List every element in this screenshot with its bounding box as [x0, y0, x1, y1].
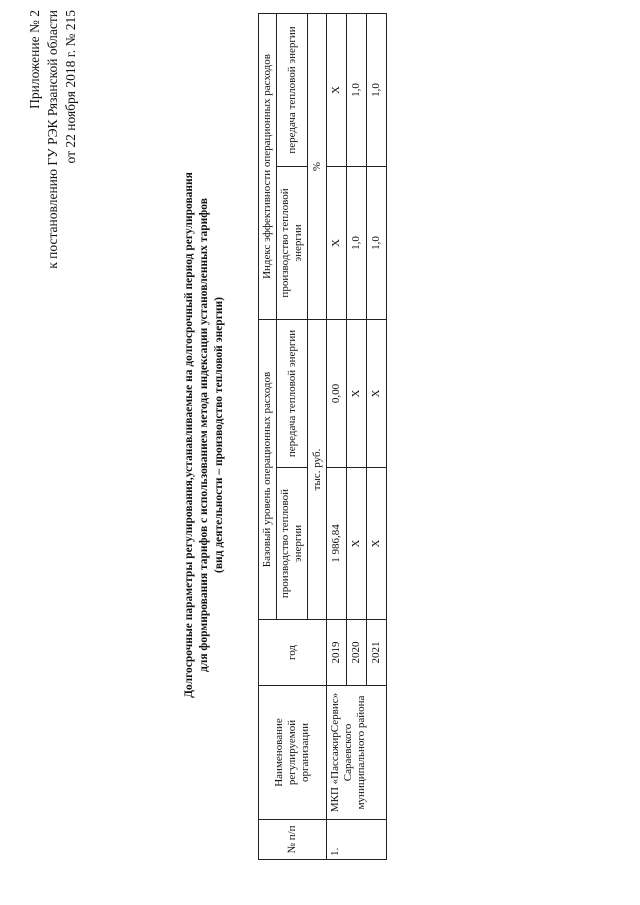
- row-index-transmission: X: [327, 13, 347, 166]
- table-row: [327, 13, 347, 859]
- row-index-production: 1,0: [347, 166, 367, 319]
- row-index-transmission: 1,0: [347, 13, 367, 166]
- header-base-production: производство тепловой энергии: [277, 468, 308, 620]
- row-base-transmission: 0,00: [327, 319, 347, 467]
- appendix-number: Приложение № 2: [27, 10, 42, 109]
- row-year: 2020: [347, 620, 367, 686]
- org-name: МКП «ПассажирСервис» Сараевского муниципального района: [327, 686, 387, 820]
- header-index-production: производство тепловой энергии: [277, 166, 308, 319]
- appendix-resolution: к постановлению ГУ РЭК Рязанской области: [45, 10, 60, 269]
- row-base-production: 1 986,84: [327, 468, 347, 620]
- header-index-transmission: передача тепловой энергии: [277, 13, 308, 166]
- title-line-1: Долгосрочные параметры регулирования,устанавливаемые на долгосрочный период регулирования: [183, 172, 195, 698]
- appendix-date: от 22 ноября 2018 г. № 215: [63, 10, 78, 164]
- unit-efficiency-index: %: [308, 13, 327, 319]
- header-row-1: [259, 13, 277, 859]
- appendix-block: [26, 10, 80, 400]
- row-index-transmission: 1,0: [367, 13, 387, 166]
- unit-base-level: тыс. руб.: [308, 319, 327, 619]
- row-base-production: X: [367, 468, 387, 620]
- org-number: 1.: [327, 820, 387, 860]
- header-base-level: Базовый уровень операционных расходов: [259, 319, 277, 619]
- row-index-production: X: [327, 166, 347, 319]
- header-efficiency-index: Индекс эффективности операционных расходов: [259, 13, 277, 319]
- row-year: 2021: [367, 620, 387, 686]
- row-year: 2019: [327, 620, 347, 686]
- row-base-transmission: X: [367, 319, 387, 467]
- header-num: № п/п: [259, 820, 327, 860]
- row-index-production: 1,0: [367, 166, 387, 319]
- header-org: Наименование регулируемой организации: [259, 686, 327, 820]
- document-title: [182, 85, 227, 785]
- row-base-transmission: X: [347, 319, 367, 467]
- header-year: год: [259, 620, 327, 686]
- header-base-transmission: передача тепловой энергии: [277, 319, 308, 467]
- row-base-production: X: [347, 468, 367, 620]
- parameters-table: [258, 13, 387, 860]
- title-line-3: (вид деятельности – производство тепловой энергии): [213, 296, 225, 574]
- title-line-2: для формирования тарифов с использованием метода индексации установленных тарифов: [198, 198, 210, 672]
